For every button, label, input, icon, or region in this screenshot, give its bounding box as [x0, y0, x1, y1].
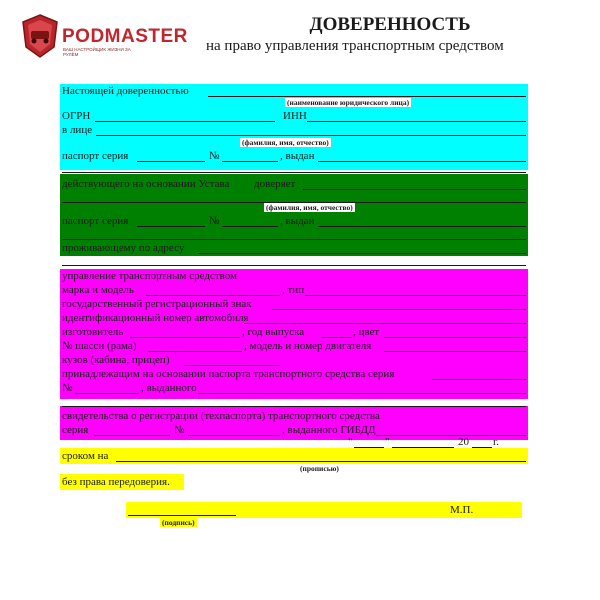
- trustee-passport-issued-field-2[interactable]: [62, 239, 526, 240]
- ogrn-field[interactable]: [95, 121, 275, 122]
- trustee-passport-series-field[interactable]: [137, 226, 205, 227]
- body-field[interactable]: [184, 365, 280, 366]
- signature-field[interactable]: [128, 515, 236, 516]
- field-label-acting: действующего на основании Устава: [62, 178, 230, 190]
- inn-field[interactable]: [307, 121, 526, 122]
- vehicle-type-field[interactable]: [305, 295, 526, 296]
- maker-field[interactable]: [130, 337, 240, 338]
- brand-model-field[interactable]: [146, 295, 280, 296]
- date-quote-open: ": [348, 436, 353, 448]
- passport-issued-field[interactable]: [318, 161, 526, 162]
- field-label-inn: ИНН: [283, 110, 307, 122]
- field-label-number-3: №: [62, 382, 73, 394]
- field-label-number: №: [209, 150, 220, 162]
- field-label-engine: , модель и номер двигателя: [244, 340, 372, 352]
- cert-month-field[interactable]: [392, 447, 454, 448]
- color-field[interactable]: [384, 337, 526, 338]
- cert-day-field[interactable]: [354, 447, 384, 448]
- caption-full-name: (фамилия, имя, отчество): [242, 138, 329, 147]
- year-field[interactable]: [322, 337, 352, 338]
- field-label-power-of-attorney: Настоящей доверенностью: [62, 85, 189, 97]
- field-label-residing: проживающему по адресу: [62, 242, 185, 254]
- field-label-gibdd: , выданного ГИБДД: [282, 424, 376, 436]
- caption-signature: (подпись): [162, 518, 195, 527]
- caption-trustee-name: (фамилия, имя, отчество): [266, 203, 353, 212]
- trustee-name-field[interactable]: [303, 189, 526, 190]
- pts-issued-field-2[interactable]: [62, 406, 526, 407]
- field-label-vin: идентификационный номер автомобиля: [62, 312, 249, 324]
- vin-field[interactable]: [244, 323, 526, 324]
- logo-tagline: ВАШ НАСТРОЙЩИК ЖИЗНИ ЗА РУЛЁМ: [63, 47, 131, 57]
- date-year-prefix: 20: [458, 436, 469, 448]
- cert-number-field[interactable]: [188, 435, 280, 436]
- pts-issued-field[interactable]: [198, 393, 526, 394]
- field-label-management: управление транспортным средством: [62, 270, 238, 282]
- field-label-certificate: свидетельства о регистрации (техпаспорта) транспортного средства: [62, 410, 380, 422]
- document-subtitle: на право управления транспортным средством: [206, 38, 504, 54]
- passport-series-field[interactable]: [137, 161, 205, 162]
- field-label-in-person: в лице: [62, 124, 93, 136]
- field-label-issued-3: , выданного: [141, 382, 197, 394]
- field-label-brand: марка и модель: [62, 284, 134, 296]
- date-year-suffix: г.: [493, 436, 500, 448]
- field-label-term: сроком на: [62, 450, 109, 462]
- pts-number-field[interactable]: [75, 393, 139, 394]
- engine-field[interactable]: [384, 351, 526, 352]
- field-label-issued-2: , выдан: [280, 215, 315, 227]
- term-field[interactable]: [116, 461, 526, 462]
- field-label-belonging: принадлежащим на основании паспорта транспортного средства серия: [62, 368, 395, 380]
- pts-series-field[interactable]: [432, 379, 526, 380]
- logo-wordmark: PODMASTER: [62, 26, 188, 47]
- cert-year-field[interactable]: [472, 447, 492, 448]
- field-label-color: , цвет: [353, 326, 380, 338]
- field-label-type: , тип: [282, 284, 305, 296]
- trustee-passport-number-field[interactable]: [222, 226, 278, 227]
- field-label-body: кузов (кабина, прицеп): [62, 354, 170, 366]
- field-label-passport: паспорт серия: [62, 150, 129, 162]
- field-label-number-4: №: [174, 424, 185, 436]
- field-label-year: , год выпуска: [242, 326, 305, 338]
- document-title: ДОВЕРЕННОСТЬ: [309, 14, 471, 35]
- field-label-issued: , выдан: [280, 150, 315, 162]
- field-label-maker: изготовитель: [62, 326, 124, 338]
- company-name-field[interactable]: [208, 96, 526, 97]
- field-label-number-2: №: [209, 215, 220, 227]
- reg-sign-field[interactable]: [272, 309, 526, 310]
- address-field[interactable]: [198, 253, 526, 254]
- date-quote-close: ": [385, 436, 390, 448]
- trustee-passport-issued-field[interactable]: [318, 226, 526, 227]
- field-label-entrusts: доверяет: [254, 178, 296, 190]
- logo-emblem-icon: [20, 14, 60, 58]
- field-label-series: серия: [62, 424, 89, 436]
- passport-number-field[interactable]: [222, 161, 278, 162]
- representative-name-field[interactable]: [96, 135, 526, 136]
- cert-series-field[interactable]: [94, 435, 170, 436]
- address-field-2[interactable]: [62, 265, 526, 266]
- field-label-reg-sign: государственный регистрационный знак: [62, 298, 252, 310]
- no-redelegation-text: без права передоверия.: [62, 476, 170, 488]
- field-label-chassis: № шасси (рама): [62, 340, 137, 352]
- caption-in-words: (прописью): [300, 464, 339, 473]
- caption-legal-entity: (наименование юридического лица): [287, 98, 410, 107]
- field-label-ogrn: ОГРН: [62, 110, 91, 122]
- cert-gibdd-field[interactable]: [376, 435, 526, 436]
- field-label-passport-2: паспорт серия: [62, 215, 129, 227]
- chassis-field[interactable]: [148, 351, 242, 352]
- passport-issued-field-2[interactable]: [62, 172, 526, 173]
- stamp-label: М.П.: [450, 504, 474, 516]
